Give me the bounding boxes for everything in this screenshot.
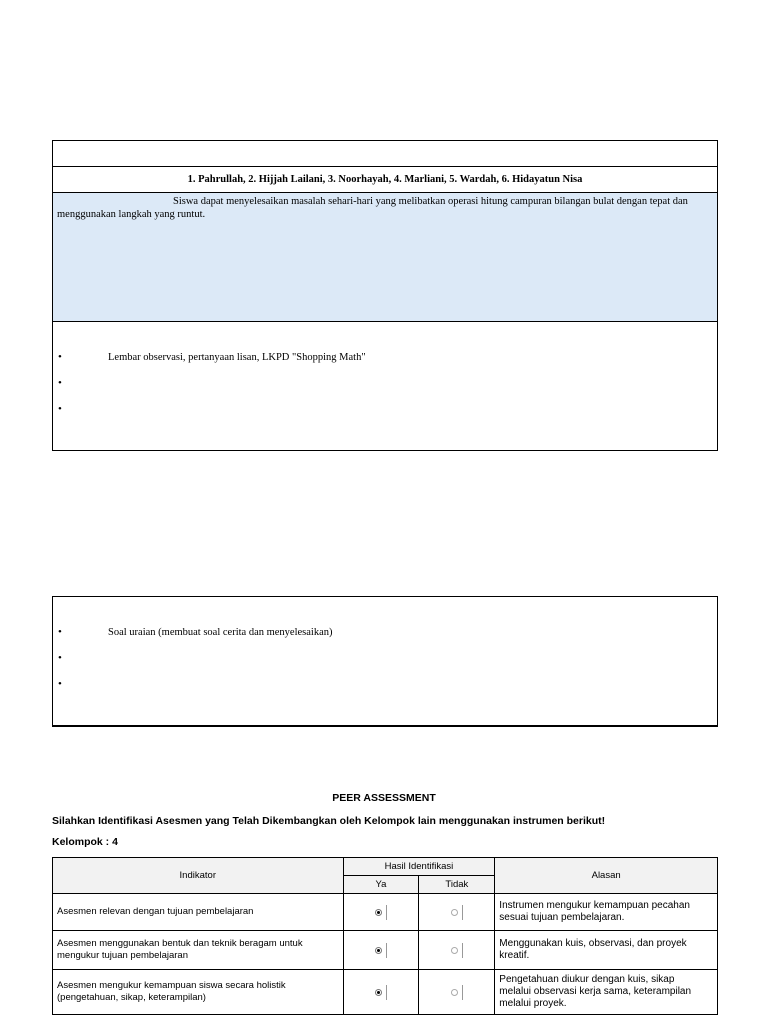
group-members-row <box>53 167 717 193</box>
radio-tidak[interactable] <box>451 989 458 996</box>
bullet-icon: • <box>58 351 62 363</box>
bullet-icon: • <box>58 403 62 415</box>
learning-goal-line2: menggunakan langkah yang runtut. <box>57 209 206 220</box>
group-members-text: 1. Pahrullah, 2. Hijjah Lailani, 3. Noorhayah, 4. Marliani, 5. Wardah, 6. Hidayatun Nisa <box>187 174 583 185</box>
assessment-bullet-list <box>53 322 717 429</box>
radio-ya-selected[interactable] <box>375 909 382 916</box>
table-row <box>53 970 718 1015</box>
ya-cell <box>343 970 419 1015</box>
tidak-cell <box>419 970 495 1015</box>
bullet-icon: • <box>58 678 62 690</box>
list-item: • Lembar observasi, pertanyaan lisan, LKPD "Shopping Math" <box>58 351 366 363</box>
bullet-icon: • <box>58 626 62 638</box>
reason-cell: Menggunakan kuis, observasi, dan proyek kreatif. <box>495 931 718 970</box>
list-item <box>53 652 717 678</box>
bullet-icon: • <box>58 652 62 664</box>
peer-assessment-table <box>52 857 718 1015</box>
learning-goal-line1: Siswa dapat menyelesaikan masalah sehari-hari yang melibatkan operasi hitung campuran bilangan bulat dengan tepat dan <box>173 196 688 207</box>
bullet-icon: • <box>58 377 62 389</box>
table-row <box>53 931 718 970</box>
reason-cell: Pengetahuan diukur dengan kuis, sikap melalui observasi kerja sama, keterampilan melalui proyek. <box>495 970 718 1015</box>
ya-cell <box>343 931 419 970</box>
indicator-cell: Asesmen relevan dengan tujuan pembelajaran <box>53 894 344 931</box>
radio-tidak[interactable] <box>451 947 458 954</box>
reason-cell: Instrumen mengukur kemampuan pecahan sesuai tujuan pembelajaran. <box>495 894 718 931</box>
list-item <box>53 377 717 403</box>
radio-ya-selected[interactable] <box>375 947 382 954</box>
radio-tidak[interactable] <box>451 909 458 916</box>
radio-ya-selected[interactable] <box>375 989 382 996</box>
tidak-cell <box>419 931 495 970</box>
header-indikator: Indikator <box>53 858 344 894</box>
peer-assessment-title: PEER ASSESSMENT <box>332 792 436 804</box>
list-item <box>53 403 717 429</box>
peer-assessment-instruction: Silahkan Identifikasi Asesmen yang Telah Dikembangkan oleh Kelompok lain menggunakan instrumen berikut! <box>52 815 606 827</box>
empty-header-row <box>53 141 717 167</box>
header-alasan: Alasan <box>495 858 718 894</box>
assessment-plan-box <box>52 140 718 451</box>
summative-bullet-list <box>53 597 717 704</box>
summative-assessment-box <box>52 596 718 726</box>
header-ya: Ya <box>343 876 419 894</box>
learning-goal-row <box>53 193 717 322</box>
header-tidak: Tidak <box>419 876 495 894</box>
indicator-cell: Asesmen mengukur kemampuan siswa secara holistik (pengetahuan, sikap, keterampilan) <box>53 970 344 1015</box>
list-item <box>53 678 717 704</box>
ya-cell <box>343 894 419 931</box>
tidak-cell <box>419 894 495 931</box>
indicator-cell: Asesmen menggunakan bentuk dan teknik beragam untuk mengukur tujuan pembelajaran <box>53 931 344 970</box>
group-label: Kelompok : 4 <box>52 836 118 848</box>
header-hasil-identifikasi: Hasil Identifikasi <box>343 858 495 876</box>
table-row <box>53 894 718 931</box>
list-item: • Soal uraian (membuat soal cerita dan menyelesaikan) <box>58 626 333 638</box>
